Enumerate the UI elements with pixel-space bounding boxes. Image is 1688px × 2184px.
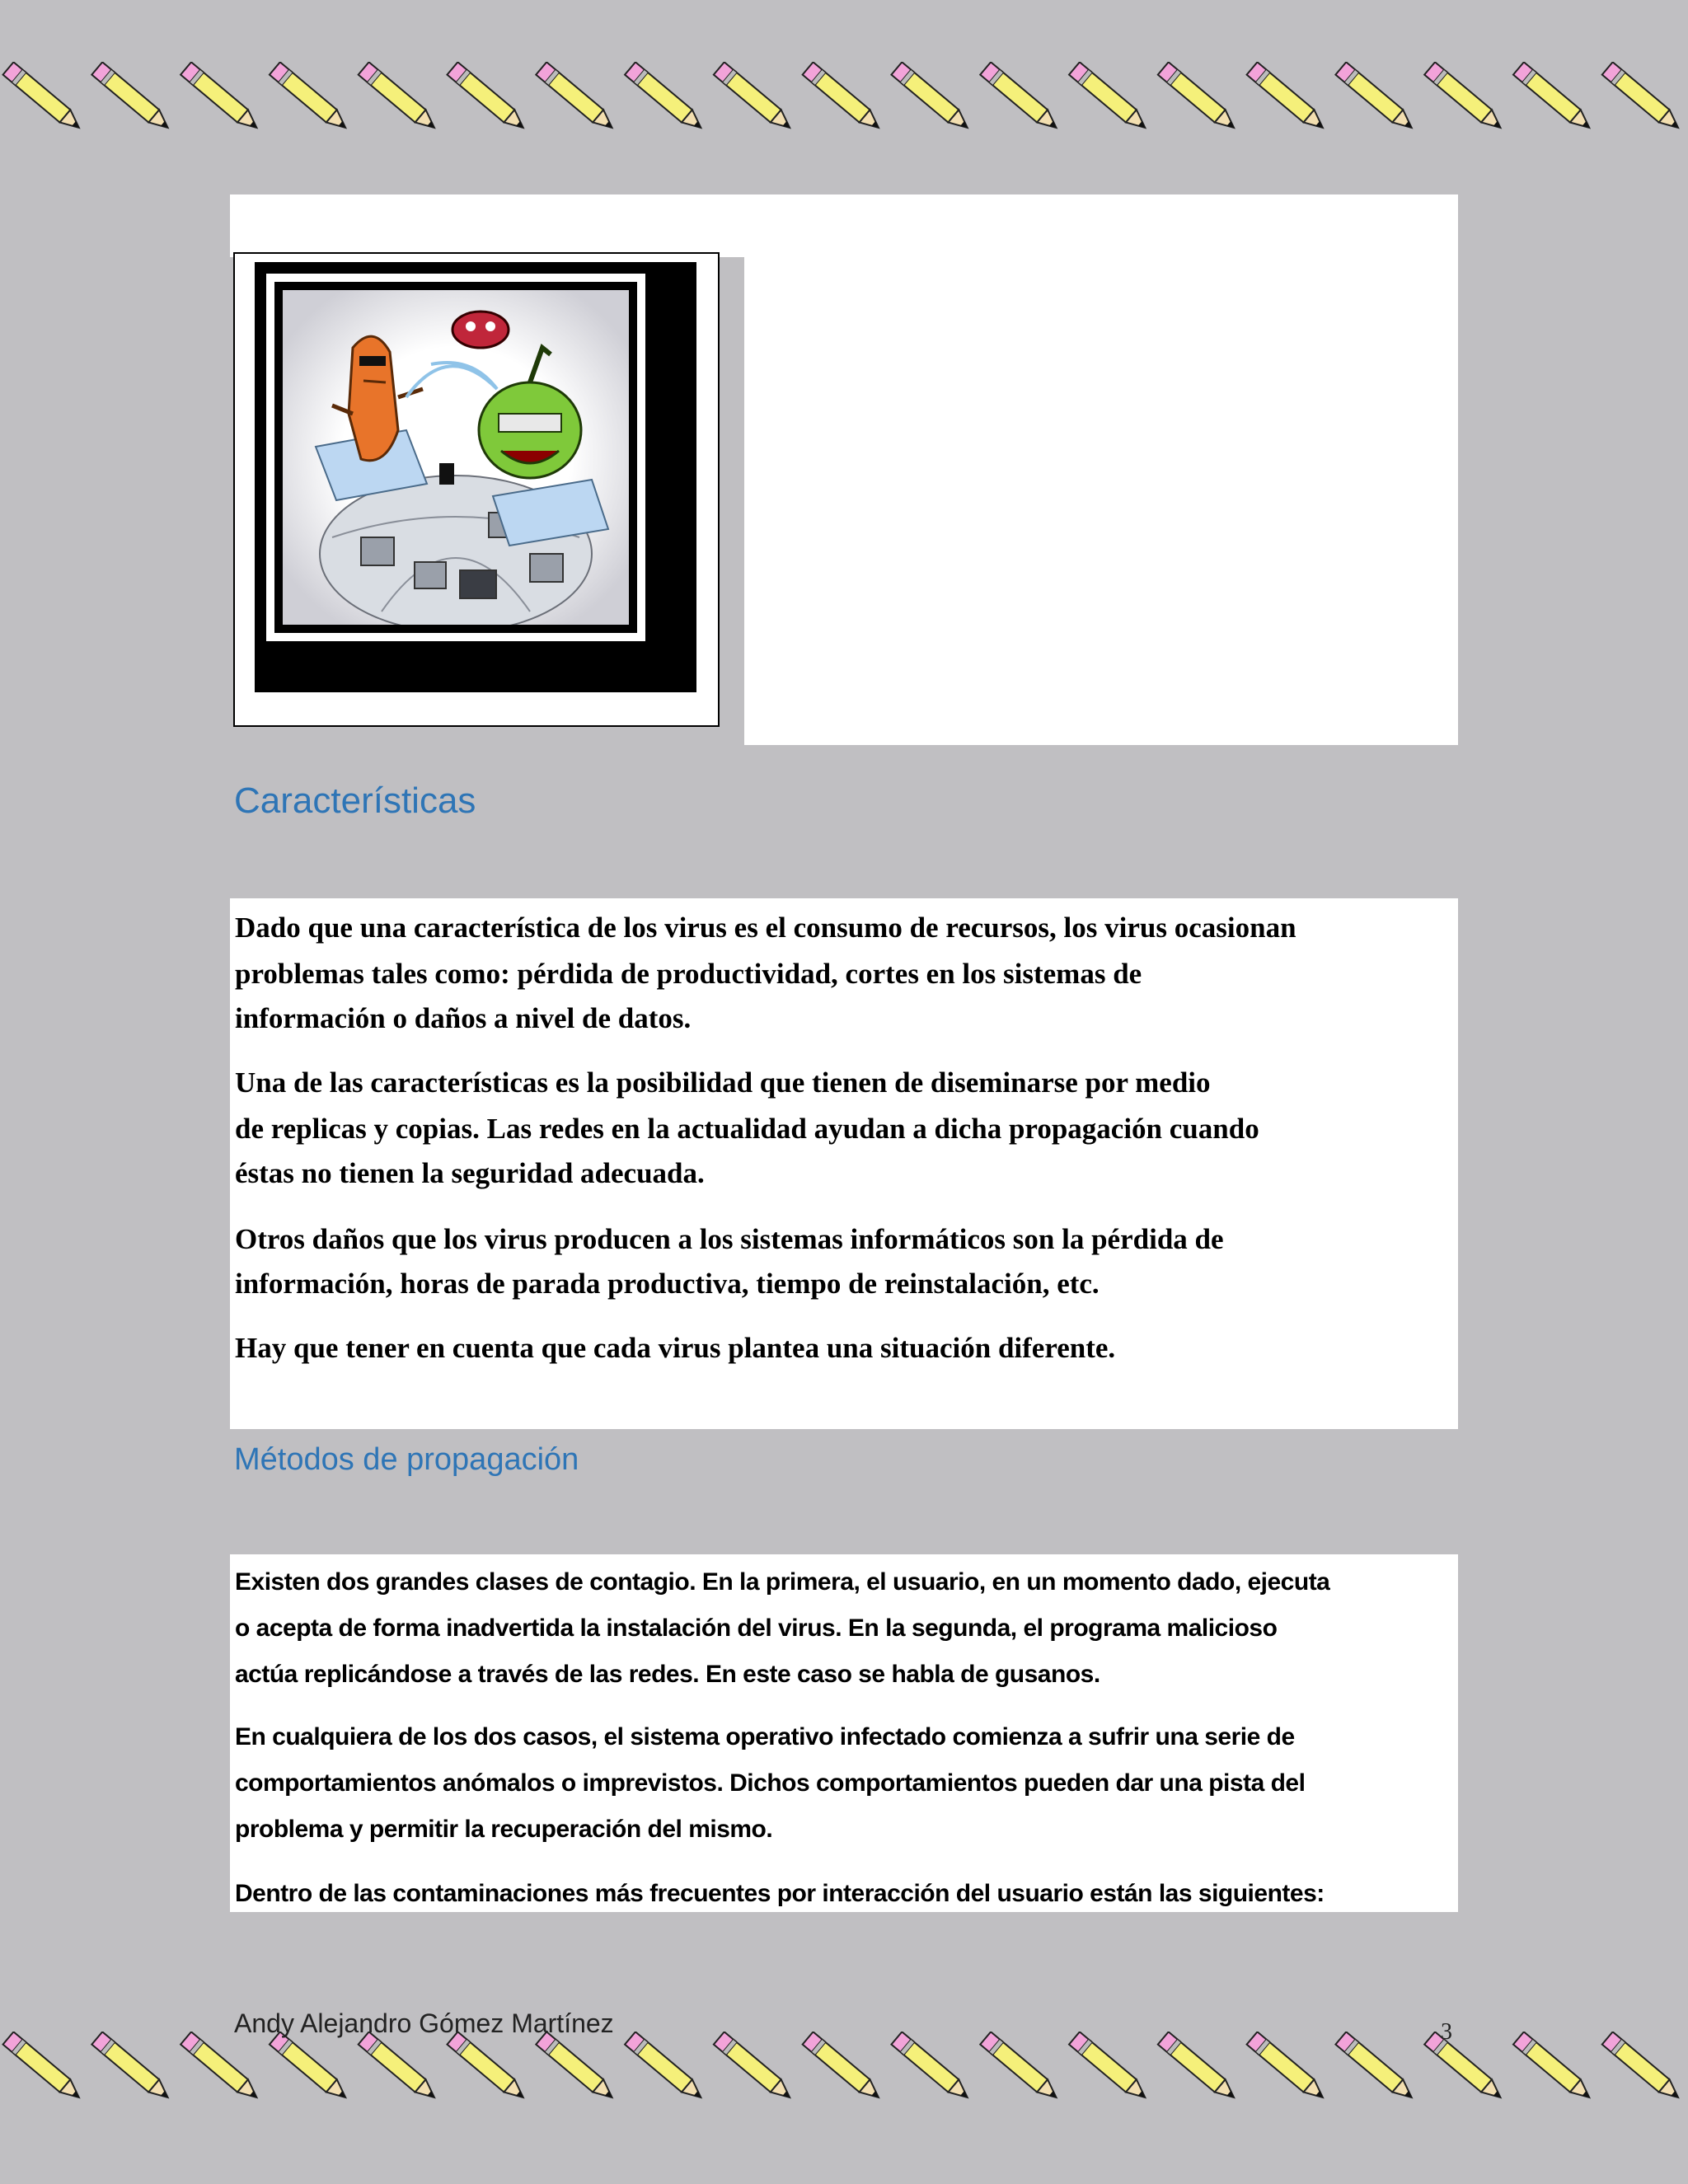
paragraph-line: problema y permitir la recuperación del mismo.: [235, 1816, 773, 1843]
pencil-icon: [1158, 62, 1240, 134]
pencil-icon: [91, 62, 173, 134]
page-number: 3: [1441, 2019, 1452, 2045]
pencil-border-bottom: [0, 2032, 1688, 2122]
pencil-icon: [536, 62, 617, 134]
pencil-icon: [714, 2032, 795, 2103]
pencil-icon: [803, 2032, 884, 2103]
illustration-frame: [233, 252, 720, 727]
pencil-icon: [181, 2032, 262, 2103]
pencil-icon: [1424, 2032, 1506, 2103]
paragraph-line: comportamientos anómalos o imprevistos. Dichos comportamientos pueden dar una pista del: [235, 1769, 1306, 1797]
pencil-icon: [1513, 2032, 1595, 2103]
pencil-icon: [91, 2032, 173, 2103]
pencil-icon: [270, 62, 351, 134]
caracteristicas-text-box: [230, 898, 1458, 1429]
pencil-icon: [1335, 62, 1417, 134]
paragraph-line: En cualquiera de los dos casos, el sistema operativo infectado comienza a sufrir una serie de: [235, 1723, 1295, 1750]
pencil-icon: [3, 2032, 85, 2103]
paragraph-line: Hay que tener en cuenta que cada virus plantea una situación diferente.: [235, 1332, 1116, 1364]
pencil-icon: [980, 2032, 1062, 2103]
pencil-icon: [181, 62, 262, 134]
pencil-icon: [1247, 2032, 1329, 2103]
pencil-icon: [1335, 2032, 1417, 2103]
section-heading-caracteristicas: Características: [234, 780, 476, 821]
paragraph-line: actúa replicándose a través de las redes. En este caso se habla de gusanos.: [235, 1661, 1100, 1688]
paragraph-line: Existen dos grandes clases de contagio. En la primera, el usuario, en un momento dado, ejecuta: [235, 1568, 1330, 1596]
paragraph-line: de replicas y copias. Las redes en la actualidad ayudan a dicha propagación cuando: [235, 1113, 1259, 1145]
pencil-icon: [891, 2032, 973, 2103]
pencil-icon: [1158, 2032, 1240, 2103]
pencil-icon: [536, 2032, 617, 2103]
footer-author: Andy Alejandro Gómez Martínez: [234, 2008, 614, 2038]
pencil-icon: [359, 2032, 440, 2103]
pencil-icon: [803, 62, 884, 134]
pencil-icon: [625, 2032, 706, 2103]
pencil-icon: [1602, 2032, 1684, 2103]
red-monster-icon: [452, 312, 509, 348]
pencil-icon: [1513, 62, 1595, 134]
pencil-icon: [3, 62, 85, 134]
paragraph-line: Dado que una característica de los virus es el consumo de recursos, los virus ocasionan: [235, 912, 1296, 944]
pencil-icon: [270, 2032, 351, 2103]
paragraph-line: problemas tales como: pérdida de productividad, cortes en los sistemas de: [235, 958, 1142, 990]
paragraph-line: Dentro de las contaminaciones más frecuentes por interacción del usuario están las siguientes:: [235, 1880, 1325, 1907]
pencil-border-top: [0, 62, 1688, 152]
paragraph-line: éstas no tienen la seguridad adecuada.: [235, 1157, 705, 1189]
pencil-icon: [1602, 62, 1684, 134]
pencil-icon: [714, 62, 795, 134]
pencil-icon: [448, 62, 529, 134]
paragraph-line: o acepta de forma inadvertida la instalación del virus. En la segunda, el programa malicioso: [235, 1615, 1278, 1642]
paragraph-line: información o daños a nivel de datos.: [235, 1002, 692, 1034]
pencil-icon: [1069, 2032, 1151, 2103]
paragraph-line: información, horas de parada productiva, tiempo de reinstalación, etc.: [235, 1268, 1100, 1300]
pencil-icon: [1069, 62, 1151, 134]
pencil-icon: [891, 62, 973, 134]
section-heading-metodos: Métodos de propagación: [234, 1442, 579, 1477]
pencil-icon: [448, 2032, 529, 2103]
pencil-icon: [1247, 62, 1329, 134]
pencil-icon: [1424, 62, 1506, 134]
metodos-text-box: [230, 1554, 1458, 1912]
pencil-icon: [980, 62, 1062, 134]
pencil-icon: [359, 62, 440, 134]
virus-illustration: [283, 290, 629, 625]
pencil-icon: [625, 62, 706, 134]
paragraph-line: Otros daños que los virus producen a los sistemas informáticos son la pérdida de: [235, 1223, 1224, 1255]
paragraph-line: Una de las características es la posibilidad que tienen de diseminarse por medio: [235, 1066, 1211, 1099]
